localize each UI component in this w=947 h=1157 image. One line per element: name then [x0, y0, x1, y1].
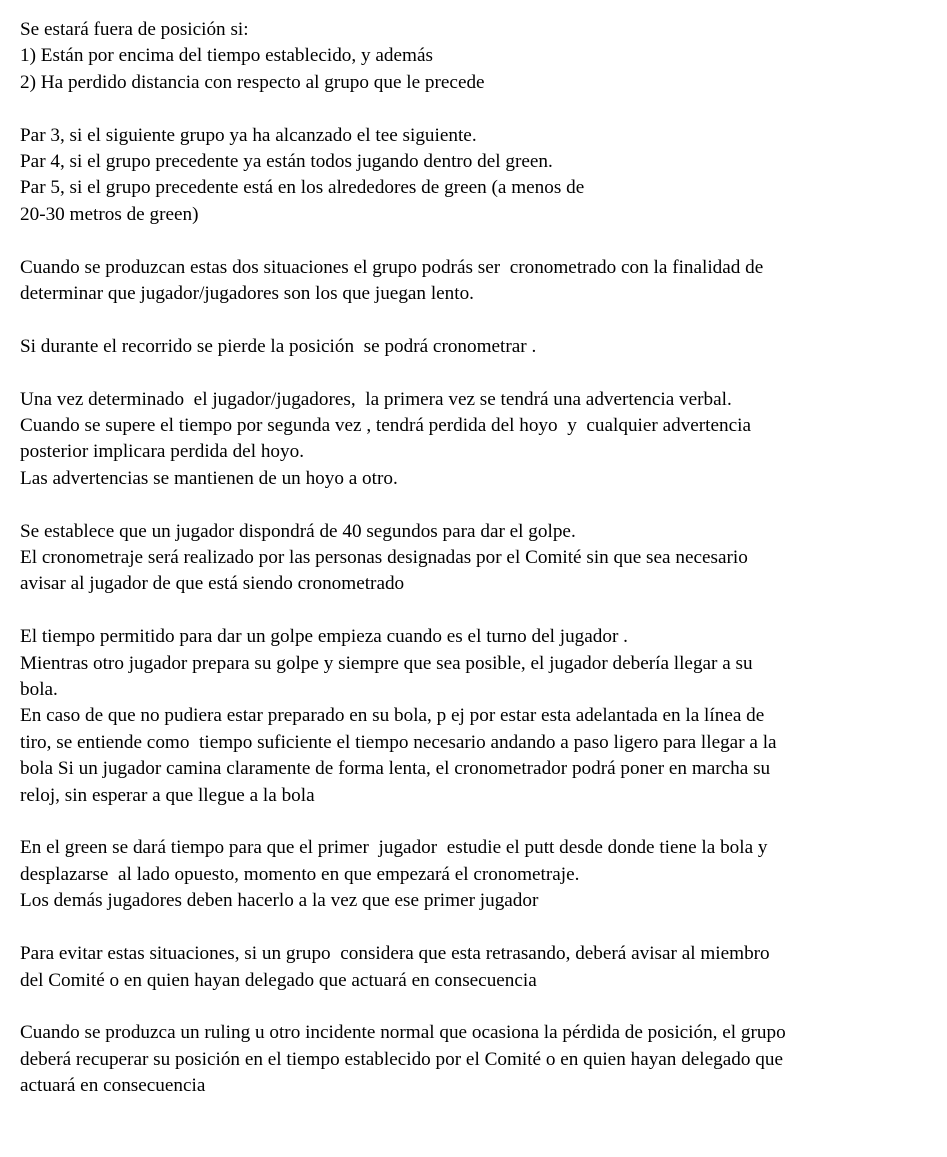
text-line: 1) Están por encima del tiempo establecido, y además — [20, 45, 433, 67]
paragraph — [20, 519, 942, 598]
text-line: El tiempo permitido para dar un golpe empieza cuando es el turno del jugador . — [20, 626, 628, 648]
document-body — [20, 17, 942, 1126]
text-line: Cuando se produzcan estas dos situaciones el grupo podrás ser cronometrado con la finalidad de — [20, 256, 764, 278]
text-line: reloj, sin esperar a que llegue a la bola — [20, 784, 315, 806]
text-line: Si durante el recorrido se pierde la posición se podrá cronometrar . — [20, 335, 537, 357]
text-line: avisar al jugador de que está siendo cronometrado — [20, 573, 405, 595]
paragraph — [20, 334, 942, 360]
text-line: Par 3, si el siguiente grupo ya ha alcanzado el tee siguiente. — [20, 124, 477, 146]
text-line: Cuando se supere el tiempo por segunda vez , tendrá perdida del hoyo y cualquier advertencia — [20, 415, 751, 437]
paragraph — [20, 624, 942, 809]
text-line: En el green se dará tiempo para que el primer jugador estudie el putt desde donde tiene la bola y — [20, 837, 768, 859]
text-line: El cronometraje será realizado por las personas designadas por el Comité sin que sea necesario — [20, 547, 748, 569]
paragraph — [20, 123, 942, 229]
paragraph — [20, 17, 942, 96]
text-line: En caso de que no pudiera estar preparado en su bola, p ej por estar esta adelantada en la línea de — [20, 705, 765, 727]
paragraph — [20, 387, 942, 493]
text-line: desplazarse al lado opuesto, momento en que empezará el cronometraje. — [20, 863, 580, 885]
text-line: del Comité o en quien hayan delegado que actuará en consecuencia — [20, 969, 537, 991]
text-line: Los demás jugadores deben hacerlo a la vez que ese primer jugador — [20, 890, 539, 912]
text-line: tiro, se entiende como tiempo suficiente el tiempo necesario andando a paso ligero para llegar a la — [20, 731, 777, 753]
text-line: Par 5, si el grupo precedente está en los alrededores de green (a menos de — [20, 177, 585, 199]
paragraph — [20, 1020, 942, 1099]
text-line: Se estará fuera de posición si: — [20, 19, 249, 40]
paragraph — [20, 941, 942, 994]
text-line: determinar que jugador/jugadores son los que juegan lento. — [20, 283, 474, 305]
text-line: bola Si un jugador camina claramente de forma lenta, el cronometrador podrá poner en marcha su — [20, 758, 771, 780]
paragraph — [20, 255, 942, 308]
text-line: 2) Ha perdido distancia con respecto al grupo que le precede — [20, 71, 485, 93]
text-line: Cuando se produzca un ruling u otro incidente normal que ocasiona la pérdida de posición, el grupo — [20, 1022, 786, 1044]
text-line: bola. — [20, 679, 58, 701]
text-line: Una vez determinado el jugador/jugadores, la primera vez se tendrá una advertencia verbal. — [20, 388, 732, 410]
text-line: Par 4, si el grupo precedente ya están todos jugando dentro del green. — [20, 151, 553, 173]
text-line: posterior implicara perdida del hoyo. — [20, 441, 304, 463]
text-line: Las advertencias se mantienen de un hoyo a otro. — [20, 467, 398, 489]
text-line: Para evitar estas situaciones, si un grupo considera que esta retrasando, deberá avisar al miembro — [20, 943, 770, 965]
text-line: actuará en consecuencia — [20, 1075, 206, 1097]
text-line: Se establece que un jugador dispondrá de 40 segundos para dar el golpe. — [20, 520, 576, 542]
text-line: 20-30 metros de green) — [20, 203, 199, 225]
text-line: deberá recuperar su posición en el tiempo establecido por el Comité o en quien hayan delegado que — [20, 1048, 783, 1070]
paragraph — [20, 835, 942, 914]
text-line: Mientras otro jugador prepara su golpe y siempre que sea posible, el jugador debería llegar a su — [20, 652, 753, 674]
